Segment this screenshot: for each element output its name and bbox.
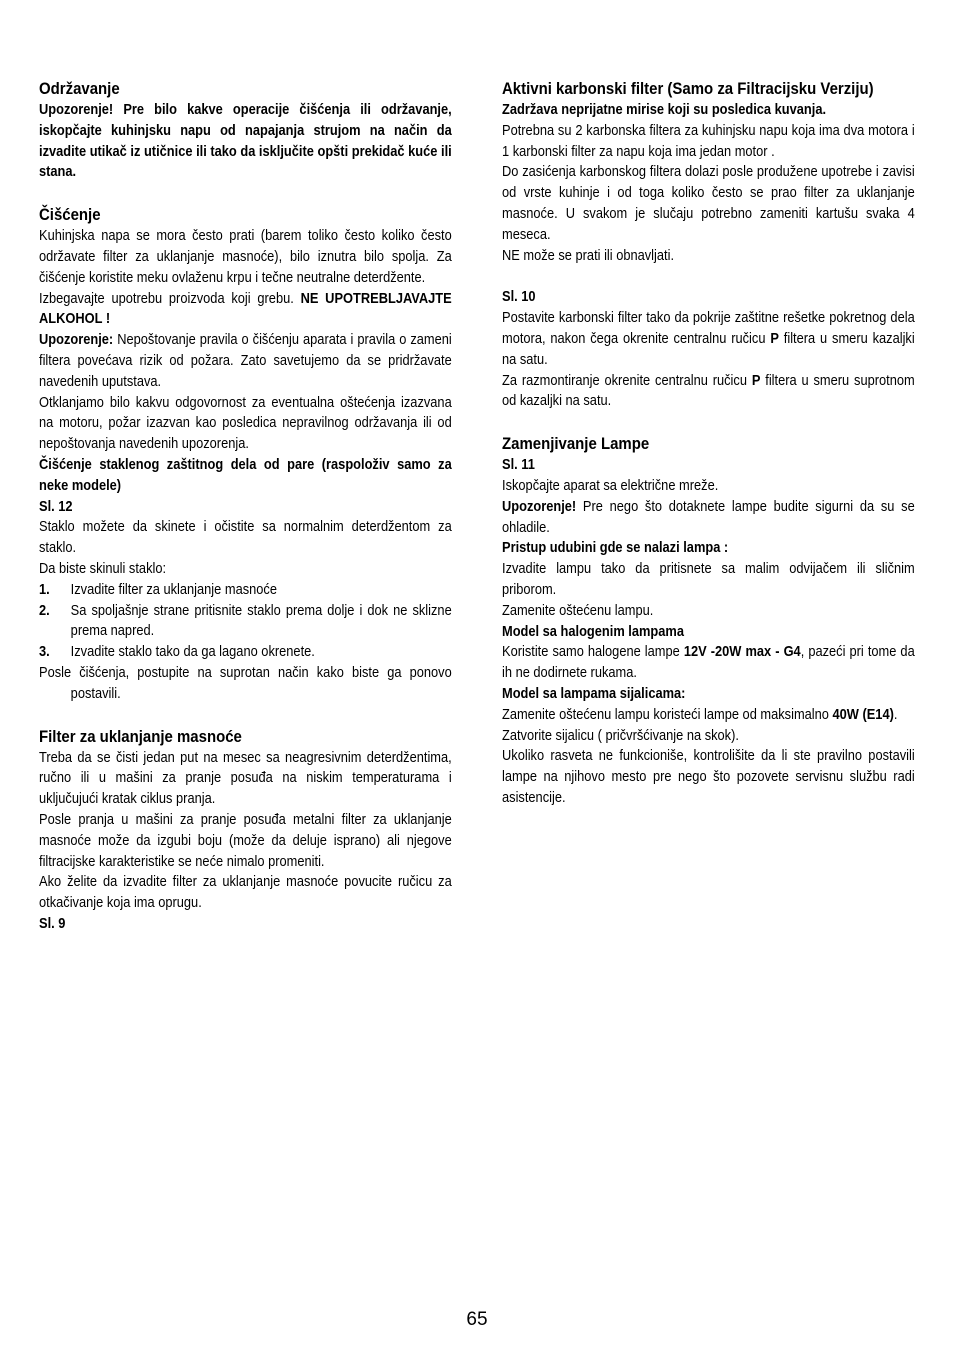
figure-ref-9: Sl. 9 [39,915,66,932]
carbon-paragraph-5-b: filtera u smeru suprotnom od kazaljki na satu. [502,372,915,410]
halogen-text-a: Koristite samo halogene lampe [502,644,680,661]
halogen-text-b: , pazeći pri tome da ih ne dodirnete rukama. [502,644,915,682]
page-number: 65 [466,1309,488,1330]
lamp-warning-label: Upozorenje! [502,498,577,515]
carbon-paragraph-1: Potrebna su 2 karbonska filtera za kuhinjsku napu koja ima dva motora i 1 karbonski filter za napu koja ima jedan motor . [502,122,915,160]
lamp-paragraph-2 [502,497,915,539]
cleaning-warning-label: Upozorenje: [39,332,114,349]
cleaning-paragraph-1: Kuhinjska napa se mora često prati (barem toliko često koliko često održavate filter za uklanjanje masnoće), bilo iznutra bilo spolja. Za čišćenje koristite meku ovlaženu krpu i tečne neutralne deterdžente. [39,228,452,286]
grease-paragraph-1: Treba da se čisti jedan put na mesec sa neagresivnim deterdžentima, ručno ili u mašini za pranje posuđa na niskim temperaturama i uključujući kratak ciklus pranja. [39,749,452,808]
maintenance-warning: Upozorenje! Pre bilo kakve operacije čišćenja ili održavanje, iskopčajte kuhinjsku napu od napajanja strujom na način da izvadite utikač iz utičnice ili tako da isključite opšti prekidač kuće ili stana. [39,102,452,181]
cleaning-warning-text: Nepoštovanje pravila o čišćenju aparata i pravila o zameni filtera povećava rizik od požara. Zato savetujemo da se pridržavate navedenih uputstava. [39,332,452,390]
bulb-model-title: Model sa lampama sijalicama: [502,685,686,702]
grease-paragraph-3: Ako želite da izvadite filter za uklanjanje masnoće povucite ručicu za otkačivanje koja ima oprugu. [39,874,452,912]
right-column [502,78,915,809]
after-cleaning-note: Posle čišćenja, postupite na suprotan način kako biste ga ponovo postavili. [39,664,452,702]
cleaning-paragraph-4: Otklanjamo bilo kakvu odgovornost za eventualna oštećenja izazvana na motoru, požar izazvan kao posledica nepravilnog održavanja ili od nepoštovanja navedenih upozorenja. [39,394,452,453]
list-item [39,642,452,663]
cleaning-paragraph-2-text: Izbegavajte upotrebu proizvoda koji grebu. [39,290,294,307]
carbon-paragraph-4-b: filtera u smeru kazaljki na satu. [502,330,915,368]
figure-ref-12: Sl. 12 [39,498,73,515]
no-alcohol-warning: NE UPOTREBLJAVAJTE ALKOHOL ! [39,290,452,328]
carbon-paragraph-4-a: Postavite karbonski filter tako da pokrije zaštitne rešetke pokretnog dela motora, nakon čega okrenite centralnu ručicu [502,310,915,347]
list-item-text: Sa spoljašnje strane pritisnite staklo prema dolje i dok ne sklizne prema napred. [70,602,452,640]
halogen-spec: 12V -20W max - G4 [683,644,801,661]
carbon-paragraph-4 [502,308,915,370]
grease-paragraph-2: Posle pranja u mašini za pranje posuđa metalni filter za uklanjanje masnoće može da izgubi boju (može da deluje isprano) ali njegove filtracijske karakteristike se neće nimalo promeniti. [39,811,452,870]
halogen-model-title: Model sa halogenim lampama [502,623,684,640]
list-item [39,580,452,601]
lamp-paragraph-1: Iskopčajte aparat sa električne mreže. [502,477,719,494]
carbon-paragraph-3: NE može se prati ili obnavljati. [502,247,675,264]
handle-label-p: P [751,372,761,389]
glass-paragraph-2: Da biste skinuli staklo: [39,560,167,577]
list-item [39,601,452,643]
lamp-paragraph-5: Zatvorite sijalicu ( pričvršćivanje na skok). [502,727,739,744]
glass-cleaning-title: Čišćenje staklenog zaštitnog dela od pare (raspoloživ samo za neke modele) [39,456,452,494]
list-item-number: 2. [39,602,50,619]
maintenance-heading: Održavanje [39,79,120,98]
lamp-replacement-heading: Zamenjivanje Lampe [502,434,650,454]
cleaning-paragraph-2 [39,289,452,331]
carbon-filter-heading: Aktivni karbonski filter (Samo za Filtracijsku Verziju) [502,79,874,98]
halogen-paragraph [502,642,915,684]
list-item-number: 3. [39,644,50,661]
cleaning-paragraph-3 [39,330,452,392]
glass-removal-steps [39,580,452,663]
figure-ref-10: Sl. 10 [502,289,536,306]
carbon-paragraph-5-a: Za razmontiranje okrenite centralnu ručicu [502,372,747,389]
list-item-number: 1. [39,581,50,598]
lamp-paragraph-3: Izvadite lampu tako da pritisnete sa malim odvijačem ili sličnim priborom. [502,561,915,598]
list-item-text: Izvadite staklo tako da ga lagano okrenete. [70,644,315,661]
bulb-text-a: Zamenite oštećenu lampu koristeći lampe od maksimalno [502,706,829,723]
grease-filter-heading: Filter za uklanjanje masnoće [39,726,242,746]
cleaning-heading: Čišćenje [39,205,101,225]
left-column [39,78,452,935]
glass-paragraph-1: Staklo možete da skinete i očistite sa normalnim deterdžentom za staklo. [39,519,452,557]
bulb-spec: 40W (E14) [832,706,894,723]
figure-ref-11: Sl. 11 [502,457,535,474]
lamp-access-title: Pristup udubini gde se nalazi lampa : [502,540,729,557]
handle-label-p: P [770,330,779,347]
carbon-paragraph-2: Do zasićenja karbonskog filtera dolazi posle produžene upotrebe i zavisi od vrste kuhinje i od toga koliko često se prao filter za uklanjanje masnoće. U svakom je slučaju potrebno zameniti kartušu svaka 4 meseca. [502,164,915,243]
lamp-warning-text: Pre nego što dotaknete lampe budite sigurni da su se ohladile. [502,498,915,536]
carbon-subtitle: Zadržava neprijatne mirise koji su posledica kuvanja. [502,102,827,118]
carbon-paragraph-5 [502,371,915,413]
list-item-text: Izvadite filter za uklanjanje masnoće [70,581,277,598]
bulb-text-b: . [893,706,898,723]
bulb-paragraph [502,705,915,726]
lamp-paragraph-6: Ukoliko rasveta ne funkcioniše, kontrolišite da li ste pravilno postavili lampe na njihovo mesto pre nego što pozovete servisnu službu radi asistencije. [502,748,915,806]
lamp-paragraph-4: Zamenite oštećenu lampu. [502,602,654,619]
